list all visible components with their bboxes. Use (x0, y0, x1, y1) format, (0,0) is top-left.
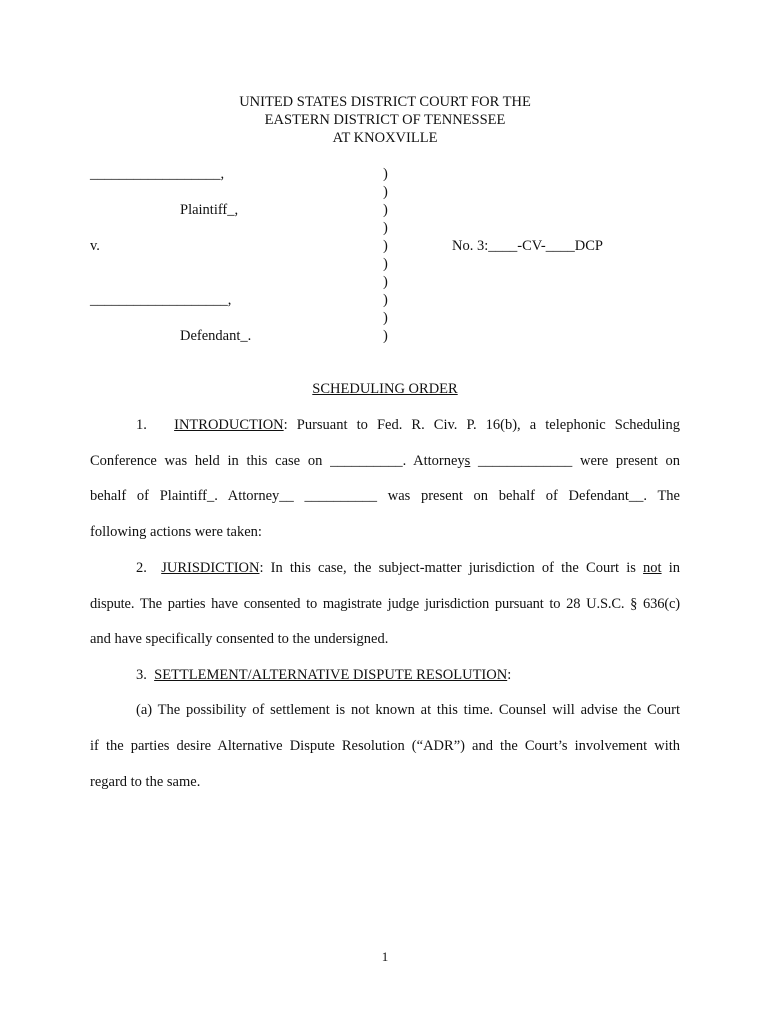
plaintiff-label: Plaintiff_, (180, 202, 239, 218)
page-number: 1 (381, 949, 389, 964)
caption-parenthesis: ) (383, 292, 388, 308)
court-header-line-2: EASTERN DISTRICT OF TENNESSEE (264, 112, 506, 128)
section-1-text: _____________ were present on (470, 453, 680, 469)
section-2-number: 2. (136, 560, 147, 576)
section-3-number: 3. (136, 667, 147, 683)
section-1-line-1 (90, 417, 680, 434)
defendant-name-blank: ___________________, (90, 292, 232, 308)
court-header-line-1: UNITED STATES DISTRICT COURT FOR THE (239, 94, 531, 110)
case-number: No. 3:____-CV-____DCP (452, 238, 603, 254)
section-3-colon: : (507, 667, 512, 683)
caption-parenthesis: ) (383, 256, 388, 272)
section-2-text: in (661, 560, 681, 576)
caption-parenthesis: ) (383, 202, 388, 218)
caption-parenthesis: ) (383, 166, 388, 182)
section-1-line-2 (90, 453, 680, 470)
plaintiff-name-blank: __________________, (90, 166, 225, 182)
section-1-heading: INTRODUCTION (174, 417, 284, 433)
section-2-line-1 (90, 560, 680, 577)
section-2-line-3: and have specifically consented to the undersigned. (90, 631, 389, 647)
caption-parenthesis: ) (383, 238, 388, 254)
section-1-line-4: following actions were taken: (90, 524, 262, 540)
section-1-underlined-s: s (464, 453, 471, 469)
order-title: SCHEDULING ORDER (312, 381, 458, 397)
section-1-text: : Pursuant to Fed. R. Civ. P. 16(b), a telephonic Scheduling (283, 417, 680, 433)
section-1-number: 1. (136, 417, 147, 433)
caption-parenthesis: ) (383, 184, 388, 200)
section-2-not: not (643, 560, 662, 576)
court-header-line-3: AT KNOXVILLE (332, 130, 438, 146)
section-3a-line-1: (a) The possibility of settlement is not known at this time. Counsel will advise the Court (136, 702, 680, 718)
caption-parenthesis: ) (383, 274, 388, 290)
versus-label: v. (90, 238, 100, 254)
defendant-label: Defendant_. (180, 328, 252, 344)
caption-parenthesis: ) (383, 220, 388, 236)
section-1-line-3: behalf of Plaintiff_. Attorney__ __________ was present on behalf of Defendant__. The (90, 488, 680, 504)
section-3a-line-3: regard to the same. (90, 774, 201, 790)
caption-parenthesis: ) (383, 310, 388, 326)
caption-parenthesis: ) (383, 328, 388, 344)
section-3-heading-line (90, 667, 680, 684)
section-2-heading: JURISDICTION (161, 560, 260, 576)
section-2-line-2: dispute. The parties have consented to magistrate judge jurisdiction pursuant to 28 U.S.C. § 636(c) (90, 596, 680, 612)
section-3-heading: SETTLEMENT/ALTERNATIVE DISPUTE RESOLUTION (154, 667, 508, 683)
section-1-text: Conference was held in this case on __________. Attorney (90, 453, 465, 469)
section-2-text: : In this case, the subject-matter jurisdiction of the Court is (259, 560, 644, 576)
section-3a-line-2: if the parties desire Alternative Dispute Resolution (“ADR”) and the Court’s involvement with (90, 738, 680, 754)
